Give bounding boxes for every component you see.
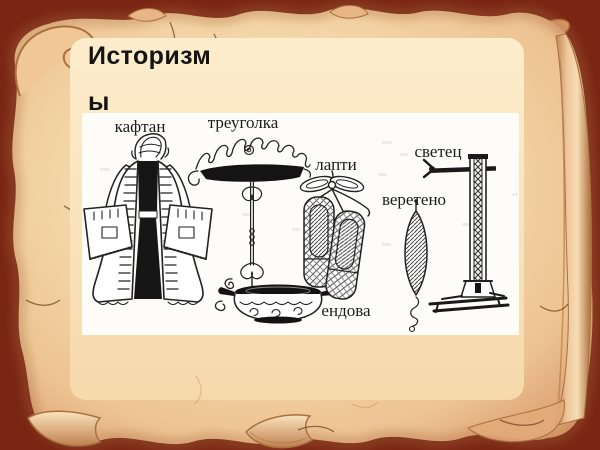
historicisms-figure <box>82 113 519 335</box>
label-tricorn: треуголка <box>207 113 279 132</box>
parchment-curl-bottom-left <box>28 411 100 446</box>
endova-bowl-drawing <box>215 285 335 324</box>
lapti-drawing <box>299 171 370 301</box>
title-line-1: Историзм <box>88 42 212 70</box>
tricorn-hat-drawing <box>188 138 310 185</box>
label-svetets: светец <box>414 142 462 161</box>
svetets-drawing <box>424 154 508 312</box>
figure-panel <box>82 113 519 335</box>
label-spindle: веретено <box>381 190 447 209</box>
hat-stand-drawing <box>225 181 263 288</box>
label-kaftan: кафтан <box>114 117 166 136</box>
spindle-drawing <box>405 199 427 331</box>
kaftan-drawing <box>84 134 212 305</box>
slide-title <box>88 42 211 116</box>
label-lapti: лапти <box>315 155 357 174</box>
label-endova: ендова <box>321 301 371 320</box>
title-line-2: ы <box>88 88 110 116</box>
